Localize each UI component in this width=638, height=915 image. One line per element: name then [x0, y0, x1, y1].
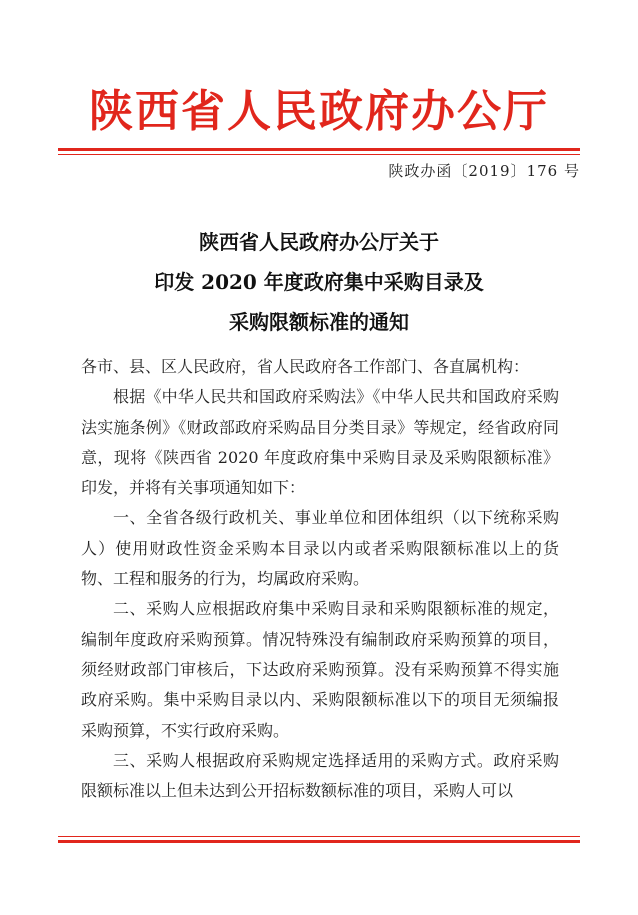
salutation: 各市、县、区人民政府，省人民政府各工作部门、各直属机构： — [81, 357, 530, 376]
footer-rule-thick — [58, 840, 580, 843]
document-title-line: 印发 2020 年度政府集中采购目录及 — [154, 270, 484, 294]
document-title — [0, 222, 638, 342]
body-paragraph: 三、采购人根据政府采购规定选择适用的采购方式。政府采购限额标准以上但未达到公开招标数额标准的项目，采购人可以 — [81, 750, 559, 801]
header-rule-thick — [58, 148, 580, 151]
body-paragraph: 一、全省各级行政机关、事业单位和团体组织（以下统称采购人）使用财政性资金采购本目录以内或者采购限额标准以上的货物、工程和服务的行为，均属政府采购。 — [81, 508, 559, 589]
header-rule-thin — [58, 154, 580, 155]
document-title-line: 陕西省人民政府办公厅关于 — [199, 230, 439, 254]
footer-rule-thin — [58, 836, 580, 837]
document-title-line: 采购限额标准的通知 — [229, 310, 409, 334]
body-paragraph: 根据《中华人民共和国政府采购法》《中华人民共和国政府采购法实施条例》《财政部政府采购品目分类目录》等规定，经省政府同意，现将《陕西省 2020 年度政府集中采购目录及采购限额标准》印发，并将有关事项通知如下： — [81, 387, 559, 498]
body-paragraph: 二、采购人应根据政府集中采购目录和采购限额标准的规定，编制年度政府采购预算。情况特殊没有编制政府采购预算的项目，须经财政部门审核后，下达政府采购预算。没有采购预算不得实施政府采购。集中采购目录以内、采购限额标准以下的项目无须编报采购预算，不实行政府采购。 — [81, 599, 559, 740]
document-number: 陕政办函〔2019〕176 号 — [388, 162, 580, 180]
issuing-org-title: 陕西省人民政府办公厅 — [89, 86, 549, 137]
document-body — [81, 352, 559, 806]
